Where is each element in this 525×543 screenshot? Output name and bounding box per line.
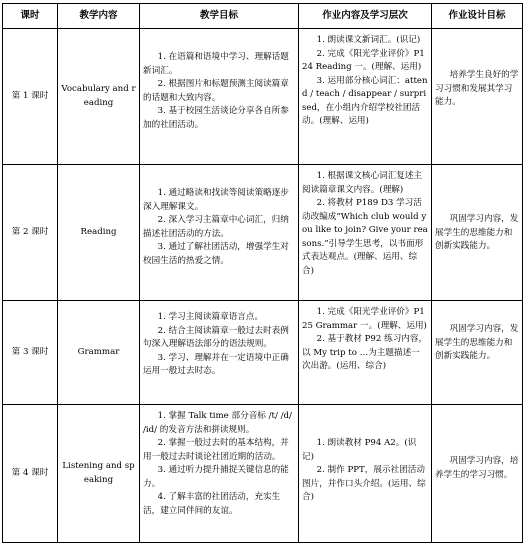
objective-item: 1. 在语篇和语境中学习、理解话题新词汇。 — [143, 52, 289, 76]
content-cell: Listening and speaking — [58, 405, 140, 543]
objectives-cell — [140, 405, 299, 543]
homework-item: 3. 运用部分核心词汇：attend / teach / disappear / surprised，在小组内介绍学校社团活动。(理解、运用) — [302, 75, 428, 126]
table-row — [3, 29, 523, 165]
header-objectives: 教学目标 — [140, 4, 299, 29]
objectives-cell — [140, 165, 299, 301]
goal-cell: 巩固学习内容，培养学生的学习习惯。 — [432, 405, 523, 543]
objective-item: 3. 通过听力提升捕捉关键信息的能力。 — [143, 465, 289, 489]
homework-item: 2. 将教材 P189 D3 学习活动改编成“Which club would you like to join? Give your reasons.”引导学生思考，以书面形式表达观点。(理解、运用、综合) — [302, 198, 428, 276]
homework-item: 2. 完成《阳光学业评价》P124 Reading 一。(理解、运用) — [302, 48, 425, 72]
homework-cell — [299, 405, 432, 543]
homework-item: 1. 朗读教材 P94 A2。(识记) — [302, 438, 417, 462]
lesson-cell: 第 2 课时 — [3, 165, 58, 301]
goal-cell: 培养学生良好的学习习惯和发展其学习能力。 — [432, 29, 523, 165]
objective-item: 2. 掌握一般过去时的基本结构，并用一般过去时谈论社团近期的活动。 — [143, 438, 289, 462]
homework-item: 1. 根据课文核心词汇复述主阅读篇章课文内容。(理解) — [302, 171, 423, 195]
content-cell: Reading — [58, 165, 140, 301]
table-row — [3, 405, 523, 543]
lesson-plan-table — [2, 3, 523, 543]
objective-item: 3. 基于校园生活谈论分享各自所参加的社团活动。 — [143, 106, 289, 130]
objectives-cell — [140, 301, 299, 405]
objective-item: 3. 学习、理解并在一定语境中正确运用一般过去时态。 — [143, 352, 289, 376]
header-lesson: 课时 — [3, 4, 58, 29]
content-cell: Vocabulary and reading — [58, 29, 140, 165]
lesson-cell: 第 1 课时 — [3, 29, 58, 165]
homework-cell — [299, 165, 432, 301]
homework-item: 1. 朗读课文新词汇。(识记) — [316, 35, 421, 45]
header-row — [3, 4, 523, 29]
goal-cell: 巩固学习内容，发展学生的思维能力和创新实践能力。 — [432, 165, 523, 301]
homework-item: 2. 基于教材 P92 练习内容，以 My trip to …为主题描述一次出游。(运用、综合) — [302, 334, 428, 371]
table-row — [3, 165, 523, 301]
objective-item: 2. 根据图片和标题预测主阅读篇章的话题和大致内容。 — [143, 79, 289, 103]
header-goal: 作业设计目标 — [432, 4, 523, 29]
homework-cell — [299, 301, 432, 405]
objective-item: 2. 结合主阅读篇章一般过去时表例句深入理解语法部分的语法规则。 — [143, 325, 289, 349]
content-cell: Grammar — [58, 301, 140, 405]
header-content: 教学内容 — [58, 4, 140, 29]
objective-item: 1. 学习主阅读篇章语言点。 — [157, 312, 264, 322]
objectives-cell — [140, 29, 299, 165]
header-homework: 作业内容及学习层次 — [299, 4, 432, 29]
objective-item: 1. 掌握 Talk time 部分音标 /t/ /d/ /id/ 的发音方法和拼读规则。 — [143, 411, 292, 435]
homework-item: 1. 完成《阳光学业评价》P125 Grammar 一。(理解、运用) — [302, 307, 427, 331]
goal-cell: 巩固学习内容，发展学生的思维能力和创新实践能力。 — [432, 301, 523, 405]
lesson-cell: 第 4 课时 — [3, 405, 58, 543]
homework-item: 2. 制作 PPT，展示社团活动图片，并作口头介绍。(运用、综合) — [302, 465, 426, 502]
objective-item: 1. 通过略读和找读等阅读策略逐步深入理解课文。 — [143, 188, 289, 212]
objective-item: 4. 了解丰富的社团活动，充实生活，建立同伴间的友谊。 — [143, 492, 281, 516]
lesson-cell: 第 3 课时 — [3, 301, 58, 405]
homework-cell — [299, 29, 432, 165]
objective-item: 2. 深入学习主篇章中心词汇，归纳描述社团活动的方法。 — [143, 215, 289, 239]
objective-item: 3. 通过了解社团活动，增强学生对校园生活的热爱之情。 — [143, 242, 289, 266]
table-row — [3, 301, 523, 405]
